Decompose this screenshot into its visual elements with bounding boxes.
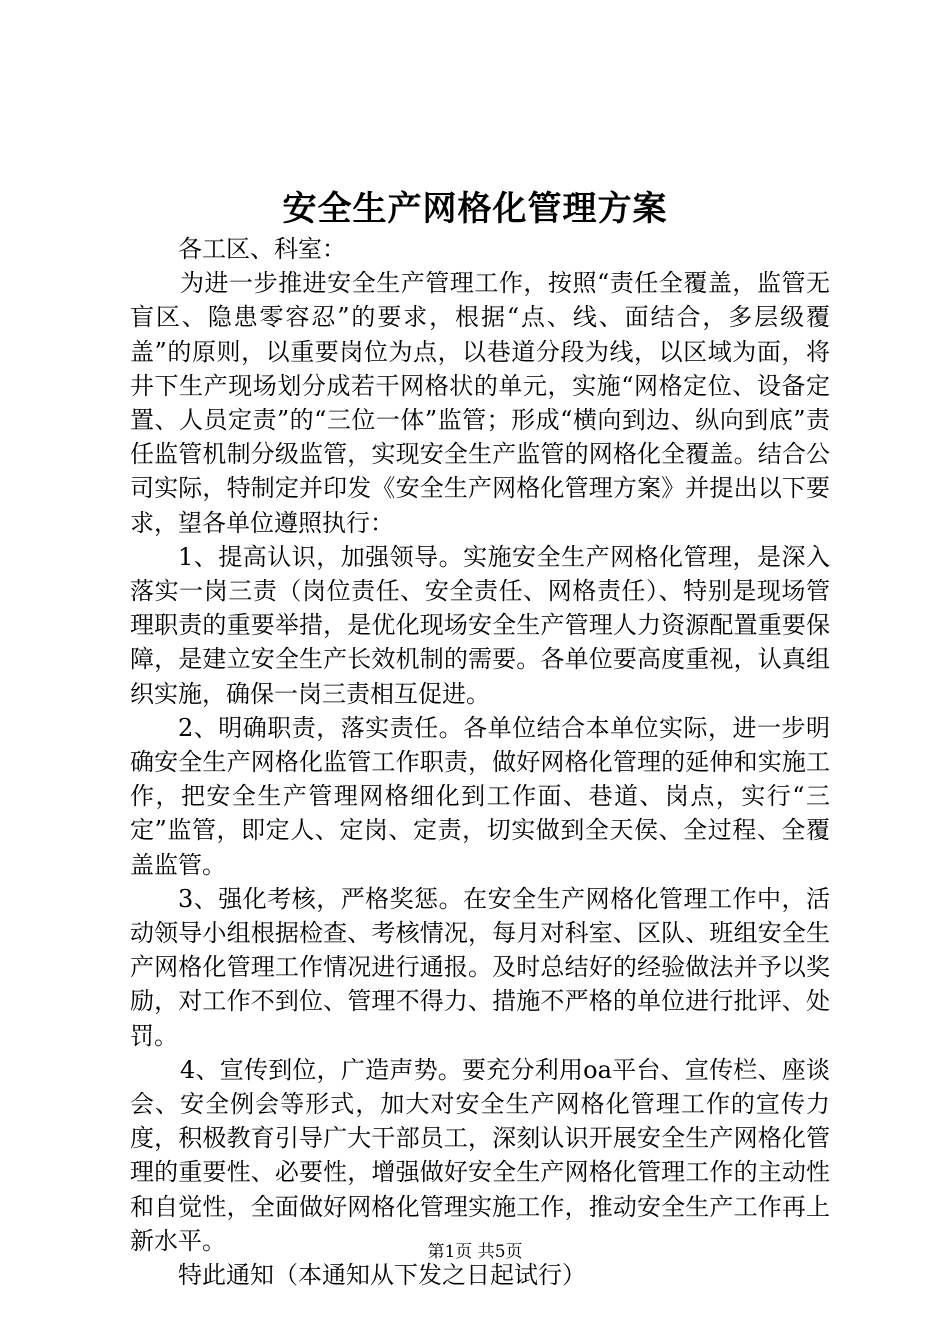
salutation: 各工区、科室： <box>178 235 346 263</box>
paragraph-item-2: 2、明确职责，落实责任。各单位结合本单位实际，进一步明确安全生产网格化监管工作职责，做好网格化管理的延伸和实施工作，把安全生产管理网格细化到工作面、巷道、岗点，实行“三定”监管，即定人、定岗、定责，切实做到全天侯、全过程、全覆盖监管。 <box>130 713 830 879</box>
paragraph-item-1: 1、提高认识，加强领导。实施安全生产网格化管理，是深入落实一岗三责（岗位责任、安全责任、网格责任）、特别是现场管理职责的重要举措，是优化现场安全生产管理人力资源配置重要保障，是建立安全生产长效机制的需要。各单位要高度重视，认真组织实施，确保一岗三责相互促进。 <box>130 542 830 708</box>
closing-notice: 特此通知（本通知从下发之日起试行） <box>178 1261 586 1290</box>
paragraph-intro: 为进一步推进安全生产管理工作，按照“责任全覆盖，监管无盲区、隐患零容忍”的要求，根据“点、线、面结合，多层级覆盖”的原则，以重要岗位为点，以巷道分段为线，以区域为面，将井下生产现场划分成若干网格状的单元，实施“网格定位、设备定置、人员定责”的“三位一体”监管；形成“横向到边、纵向到底”责任监管机制分级监管，实现安全生产监管的网格化全覆盖。结合公司实际，特制定并印发《安全生产网格化管理方案》并提出以下要求，望各单位遵照执行： <box>130 269 830 537</box>
paragraph-item-3: 3、强化考核，严格奖惩。在安全生产网格化管理工作中，活动领导小组根据检查、考核情况，每月对科室、区队、班组安全生产网格化管理工作情况进行通报。及时总结好的经验做法并予以奖励，对工作不到位、管理不得力、措施不严格的单位进行批评、处罚。 <box>130 884 830 1050</box>
document-title: 安全生产网格化管理方案 <box>282 189 668 229</box>
paragraph-item-4: 4、宣传到位，广造声势。要充分利用oa平台、宣传栏、座谈会、安全例会等形式，加大对安全生产网格化管理工作的宣传力度，积极教育引导广大干部员工，深刻认识开展安全生产网格化管理的重要性、必要性，增强做好安全生产网格化管理工作的主动性和自觉性，全面做好网格化管理实施工作，推动安全生产工作再上新水平。 <box>130 1055 830 1255</box>
document-body <box>130 232 830 1292</box>
page-indicator: 第1页 共5页 <box>427 1242 523 1262</box>
